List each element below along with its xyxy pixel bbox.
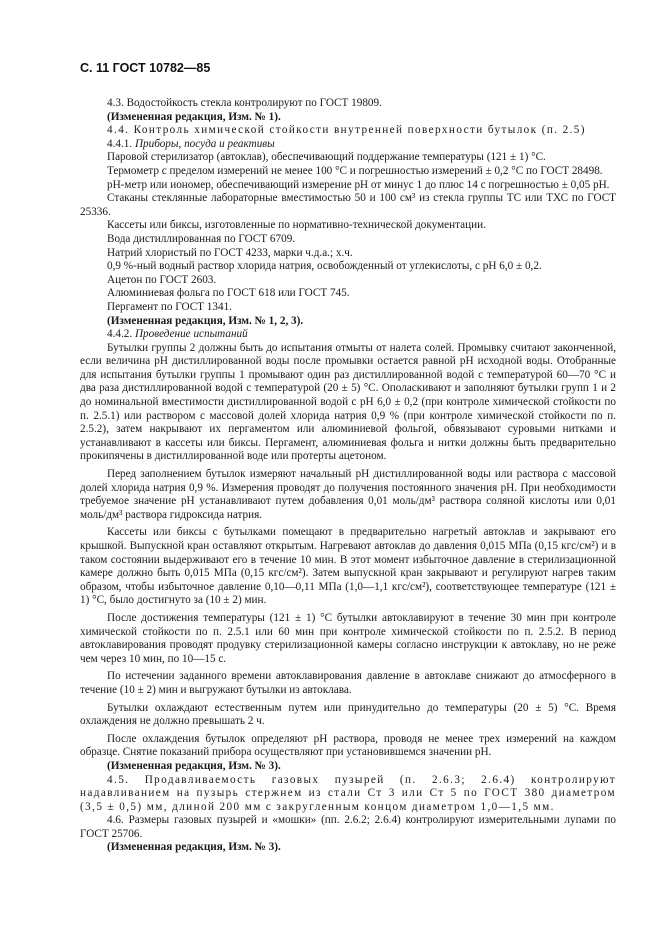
document-body bbox=[80, 97, 616, 855]
paragraph: Алюминиевая фольга по ГОСТ 618 или ГОСТ 745. bbox=[107, 287, 350, 300]
paragraph: 0,9 %-ный водный раствор хлорида натрия, освобожденный от углекислоты, с рН 6,0 ± 0,2. bbox=[107, 260, 542, 273]
subsection-4-4-1 bbox=[80, 138, 616, 152]
paragraph: После достижения температуры (121 ± 1) °С бутылки автоклавируют в течение 30 мин при контроле химической стойкости по п. 2.5.1 или 60 мин при контроле химической стойкости по п. 2.5.2. В период автоклавирования проводят продувку стерилизационной камеры согласно инструкции к автоклаву, но не реже чем через 10 мин, по 10—15 с. bbox=[80, 611, 616, 665]
amendment-note: (Измененная редакция, Изм. № 3). bbox=[107, 759, 281, 772]
paragraph: Бутылки охлаждают естественным путем или принудительно до температуры (20 ± 5) °С. Время охлаждения не должно превышать 2 ч. bbox=[80, 701, 616, 728]
paragraph: Термометр с пределом измерений не менее 100 °С и погрешностью измерений ± 0,2 °С по ГОСТ 28498. bbox=[107, 164, 603, 177]
paragraph: Паровой стерилизатор (автоклав), обеспечивающий поддержание температуры (121 ± 1) °С. bbox=[107, 151, 546, 164]
subsection-number: 4.4.1. bbox=[107, 137, 135, 150]
paragraph: Бутылки группы 2 должны быть до испытания отмыты от налета солей. Промывку считают законченной, если величина рН дистиллированной воды после промывки остается равной рН исходной воды. Отобранные для испытания бутылки группы 1 промывают один раз дистиллированной водой с температурой 60—70 °С и два раза дистиллированной водой с температурой (20 ± 5) °С. Ополаскивают и заполняют бутылки групп 1 и 2 до номинальной вместимости дистиллированной водой с рН 6,0 ± 0,2 (при контроле химической стойкости по п. 2.5.1) или раствором с массовой долей хлорида натрия 0,9 % (при контроле химической стойкости по п. 2.5.2), затем накрывают их пергаментом или алюминиевой фольгой, обвязывают суровыми нитками и устанавливают в кассеты или биксы. Пергамент, алюминиевая фольга и нитки должны быть предварительно прокипячены в дистиллированной воде или протерты ацетоном. bbox=[80, 341, 616, 463]
amendment-note: (Измененная редакция, Изм. № 1). bbox=[107, 110, 281, 123]
paragraph: По истечении заданного времени автоклавирования давление в автоклаве снижают до атмосферного в течение (10 ± 2) мин и выгружают бутылки из автоклава. bbox=[80, 670, 616, 696]
paragraph: Вода дистиллированная по ГОСТ 6709. bbox=[107, 232, 296, 245]
paragraph: После охлаждения бутылок определяют рН раствора, проводя не менее трех измерений на каждом образце. Снятие показаний прибора осуществляют при установившемся значении рН. bbox=[80, 732, 616, 759]
paragraph: рН-метр или иономер, обеспечивающий измерение рН от минус 1 до плюс 14 с погрешностью ± 0,05 рН. bbox=[107, 178, 610, 191]
paragraph: Кассеты или биксы с бутылками помещают в предварительно нагретый автоклав и закрывают его крышкой. Выпускной кран оставляют открытым. Нагревают автоклав до давления 0,015 МПа (0,15 кгс/см²) и в таком состоянии выдерживают его в течение 10 мин. В этот момент избыточное давление в стерилизационной камере должно быть 0,015 МПа (0,15 кгс/см²). Затем выпускной кран закрывают и регулируют нагрев таким образом, чтобы избыточное давление 0,10—0,11 МПа (1,0—1,1 кгс/см²), соответствующее температуре (121 ± 1) °С, было достигнуто за (10 ± 2) мин. bbox=[80, 526, 616, 607]
section-heading-4-4: 4.4. Контроль химической стойкости внутренней поверхности бутылок (п. 2.5) bbox=[107, 124, 586, 137]
amendment-note: (Измененная редакция, Изм. № 3). bbox=[107, 841, 281, 854]
subsection-number: 4.4.2. bbox=[107, 328, 135, 341]
paragraph: Кассеты или биксы, изготовленные по нормативно-технической документации. bbox=[107, 219, 486, 232]
paragraph-4-3: 4.3. Водостойкость стекла контролируют по ГОСТ 19809. bbox=[107, 97, 382, 109]
paragraph-4-6: 4.6. Размеры газовых пузырей и «мошки» (пп. 2.6.2; 2.6.4) контролируют измерительными лупами по ГОСТ 25706. bbox=[80, 814, 616, 840]
page-header: С. 11 ГОСТ 10782—85 bbox=[80, 61, 211, 75]
subsection-title: Приборы, посуда и реактивы bbox=[134, 137, 275, 150]
subsection-title: Проведение испытаний bbox=[134, 328, 248, 341]
amendment-note: (Измененная редакция, Изм. № 1, 2, 3). bbox=[107, 314, 304, 327]
paragraph: Стаканы стеклянные лабораторные вместимостью 50 и 100 см³ из стекла группы ТС или ТХС по ГОСТ 25336. bbox=[80, 192, 616, 218]
paragraph: Пергамент по ГОСТ 1341. bbox=[107, 300, 232, 313]
subsection-4-4-2 bbox=[80, 328, 616, 342]
paragraph-4-5: 4.5. Продавливаемость газовых пузырей (п. 2.6.3; 2.6.4) контролируют надавливанием на пузырь стержнем из стали Ст 3 или Ст 5 по ГОСТ 380 диаметром (3,5 ± 0,5) мм, длиной 200 мм с закругленным концом диаметром 1,0—1,5 мм. bbox=[80, 773, 616, 813]
paragraph: Перед заполнением бутылок измеряют начальный рН дистиллированной воды или раствора с массовой долей хлорида натрия 0,9 %. Измерения проводят до получения постоянного значения рН. При необходимости требуемое значение рН устанавливают путем добавления 0,01 моль/дм³ раствора соляной кислоты или 0,01 моль/дм³ раствора гидроксида натрия. bbox=[80, 468, 616, 521]
paragraph: Натрий хлористый по ГОСТ 4233, марки ч.д.а.; х.ч. bbox=[107, 246, 353, 259]
paragraph: Ацетон по ГОСТ 2603. bbox=[107, 273, 217, 286]
